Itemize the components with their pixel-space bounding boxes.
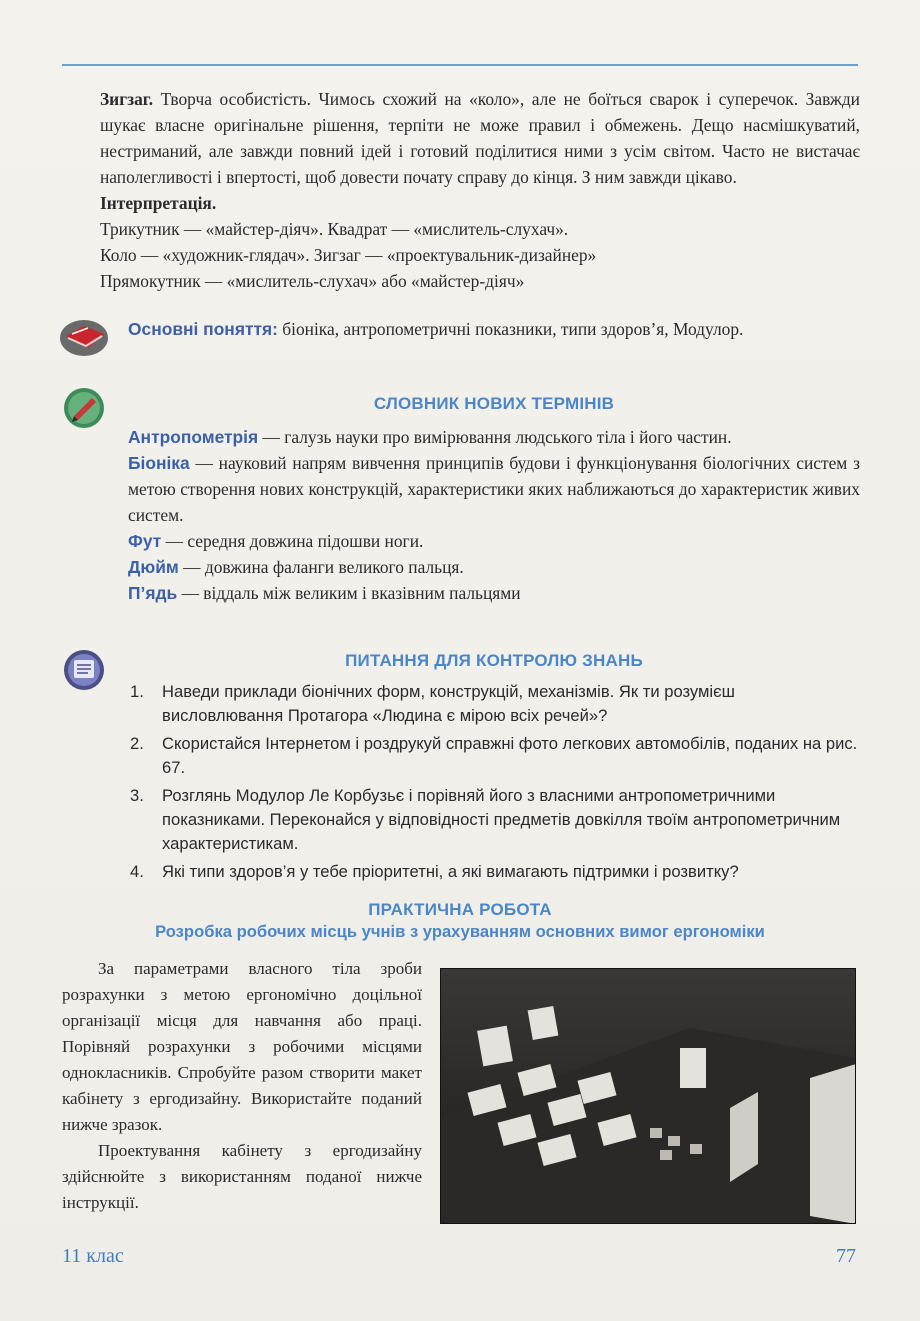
question-item: [130, 860, 860, 884]
question-number: 3.: [130, 786, 144, 805]
question-number: 4.: [130, 862, 144, 881]
interpretation-line: Трикутник — «майстер-діяч». Квадрат — «мислитель-слухач».: [100, 219, 569, 239]
glossary-term: Антропометрія: [128, 427, 259, 447]
question-item: [130, 680, 860, 728]
questions-list: [130, 680, 860, 888]
glossary-item: [128, 554, 860, 580]
practice-paragraph: Проектування кабінету з ергодизайну здійснюйте з використанням поданої нижче інструкції.: [62, 1141, 422, 1212]
zigzag-paragraph: [100, 86, 860, 190]
glossary-pen-icon: [58, 386, 110, 430]
footer-grade: 11 клас: [62, 1245, 124, 1267]
glossary-item: [128, 580, 860, 606]
question-number: 1.: [130, 682, 144, 701]
question-item: [130, 784, 860, 856]
glossary-term: Дюйм: [128, 557, 179, 577]
key-concepts-book-icon: [58, 314, 110, 358]
glossary-definition: — науковий напрям вивчення принципів будови і функціонування біологічних систем з метою створення нових конструкцій, характеристики яких наближаються до характеристик живих систем.: [128, 453, 860, 525]
zigzag-text: Творча особистість. Чимось схожий на «коло», але не боїться сварок і суперечок. Завжди шукає власне оригінальне рішення, терпіти не може правил і обмежень. Дещо насмішкуватий, нестриманий, але завжди повний ідей і готовий поділитися ними з усім світом. Часто не вистачає наполегливості і впертості, щоб довести почату справу до кінця. З ним завжди цікаво.: [100, 89, 860, 187]
top-rule: [62, 64, 858, 66]
glossary-definition: — галузь науки про вимірювання людського тіла і його частин.: [258, 427, 732, 447]
question-item: [130, 732, 860, 780]
glossary-item: [128, 424, 860, 450]
glossary-definition: — середня довжина підошви ноги.: [161, 531, 424, 551]
key-concepts: [128, 316, 860, 342]
classroom-model-photo: [440, 968, 856, 1224]
glossary-item: [128, 450, 860, 528]
glossary-item: [128, 528, 860, 554]
question-text: Наведи приклади біонічних форм, конструкцій, механізмів. Як ти розумієш висловлювання Протагора «Людина є мірою всіх речей»?: [162, 682, 735, 725]
practice-heading: ПРАКТИЧНА РОБОТА: [368, 900, 552, 919]
page-number: 77: [836, 1245, 856, 1267]
key-concepts-text: біоніка, антропометричні показники, типи здоров’я, Модулор.: [277, 319, 744, 339]
questions-scroll-icon: [58, 648, 110, 692]
interpretation-line: Коло — «художник-глядач». Зигзаг — «проектувальник-дизайнер»: [100, 245, 597, 265]
practice-subheading: Розробка робочих місць учнів з урахуванням основних вимог ергономіки: [155, 922, 765, 941]
glossary-term: Фут: [128, 531, 162, 551]
question-number: 2.: [130, 734, 144, 753]
key-concepts-label: Основні поняття:: [128, 319, 278, 339]
question-text: Які типи здоров’я у тебе пріоритетні, а які вимагають підтримки і розвитку?: [162, 862, 739, 881]
glossary-heading: СЛОВНИК НОВИХ ТЕРМІНІВ: [373, 394, 615, 413]
glossary-term: П’ядь: [128, 583, 178, 603]
interpretation-label: Інтерпретація.: [100, 193, 217, 213]
glossary-definition: — віддаль між великим і вказівним пальцями: [177, 583, 521, 603]
interpretation-line: Прямокутник — «мислитель-слухач» або «майстер-діяч»: [100, 271, 525, 291]
glossary-term: Біоніка: [128, 453, 190, 473]
zigzag-label: Зигзаг.: [100, 89, 154, 109]
glossary-list: [128, 424, 860, 606]
question-text: Розглянь Модулор Ле Корбузьє і порівняй його з власними антропометричними показниками. Переконайся у відповідності предметів довкілля твоїм антропометричним характеристикам.: [162, 786, 841, 853]
question-text: Скористайся Інтернетом і роздрукуй справжні фото легкових автомобілів, поданих на рис. 67.: [162, 734, 858, 777]
practice-text: [62, 956, 422, 1216]
personality-description: [100, 86, 860, 294]
practice-paragraph: За параметрами власного тіла зроби розрахунки з метою ергономічно доцільної організації місця для навчання або праці. Порівняй розрахунки з робочими місцями однокласників. Спробуйте разом створити макет кабінету з ергодизайну. Використайте поданий нижче зразок.: [62, 959, 422, 1134]
questions-heading: ПИТАННЯ ДЛЯ КОНТРОЛЮ ЗНАНЬ: [345, 651, 643, 670]
glossary-definition: — довжина фаланги великого пальця.: [178, 557, 464, 577]
